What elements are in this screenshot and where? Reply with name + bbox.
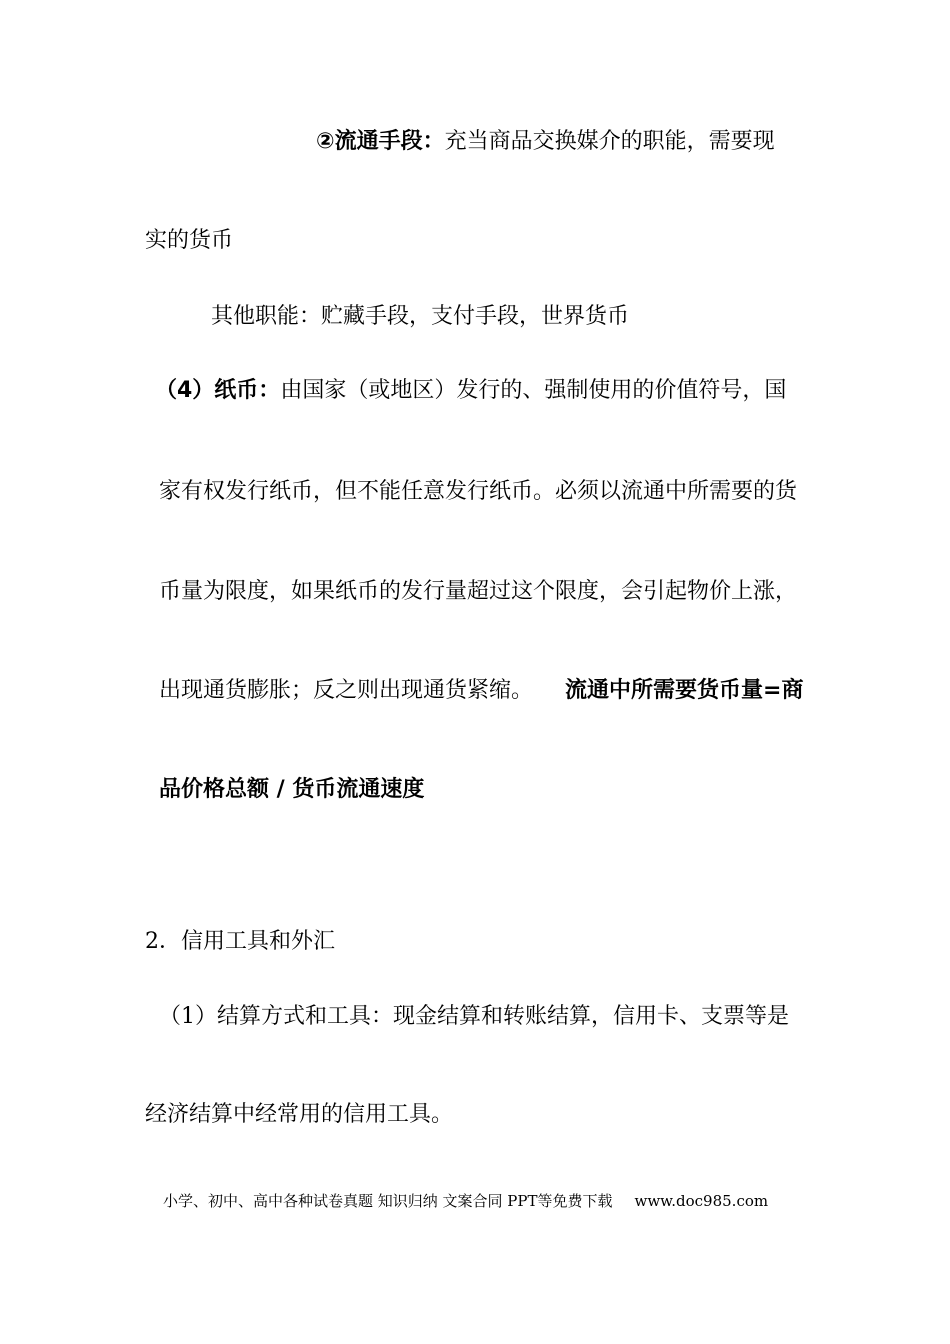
paragraph-line-4 bbox=[155, 376, 786, 406]
footer-url: www.doc985.com bbox=[634, 1192, 769, 1210]
paragraph-line-2: 实的货币 bbox=[145, 228, 234, 253]
paragraph-line-5: 家有权发行纸币，但不能任意发行纸币。必须以流通中所需要的货 bbox=[159, 479, 798, 504]
paragraph-line-11: 经济结算中经常用的信用工具。 bbox=[145, 1102, 454, 1127]
section-heading: 2．信用工具和外汇 bbox=[145, 929, 335, 954]
text-segment: 由国家（或地区）发行的、强制使用的价值符号，国 bbox=[280, 378, 787, 403]
paragraph-line-3: 其他职能：贮藏手段，支付手段，世界货币 bbox=[211, 304, 630, 329]
text-segment: 充当商品交换媒介的职能，需要现 bbox=[444, 129, 775, 154]
page-footer bbox=[163, 1190, 768, 1212]
paragraph-line-10: （1）结算方式和工具：现金结算和转账结算，信用卡、支票等是 bbox=[159, 1004, 789, 1029]
paragraph-line-1 bbox=[316, 127, 775, 157]
term-circulation-means: ②流通手段： bbox=[316, 129, 445, 154]
formula-part-2: 品价格总额 / 货币流通速度 bbox=[159, 777, 425, 802]
footer-text: 小学、初中、高中各种试卷真题 知识归纳 文案合同 PPT等免费下载 bbox=[163, 1192, 613, 1210]
paragraph-line-6: 币量为限度，如果纸币的发行量超过这个限度，会引起物价上涨， bbox=[159, 579, 798, 604]
formula-part-1: 流通中所需要货币量=商 bbox=[565, 678, 804, 703]
paragraph-line-7 bbox=[159, 676, 803, 706]
term-paper-money: （4）纸币： bbox=[155, 378, 281, 403]
text-segment: 出现通货膨胀；反之则出现通货紧缩。 bbox=[159, 678, 534, 703]
